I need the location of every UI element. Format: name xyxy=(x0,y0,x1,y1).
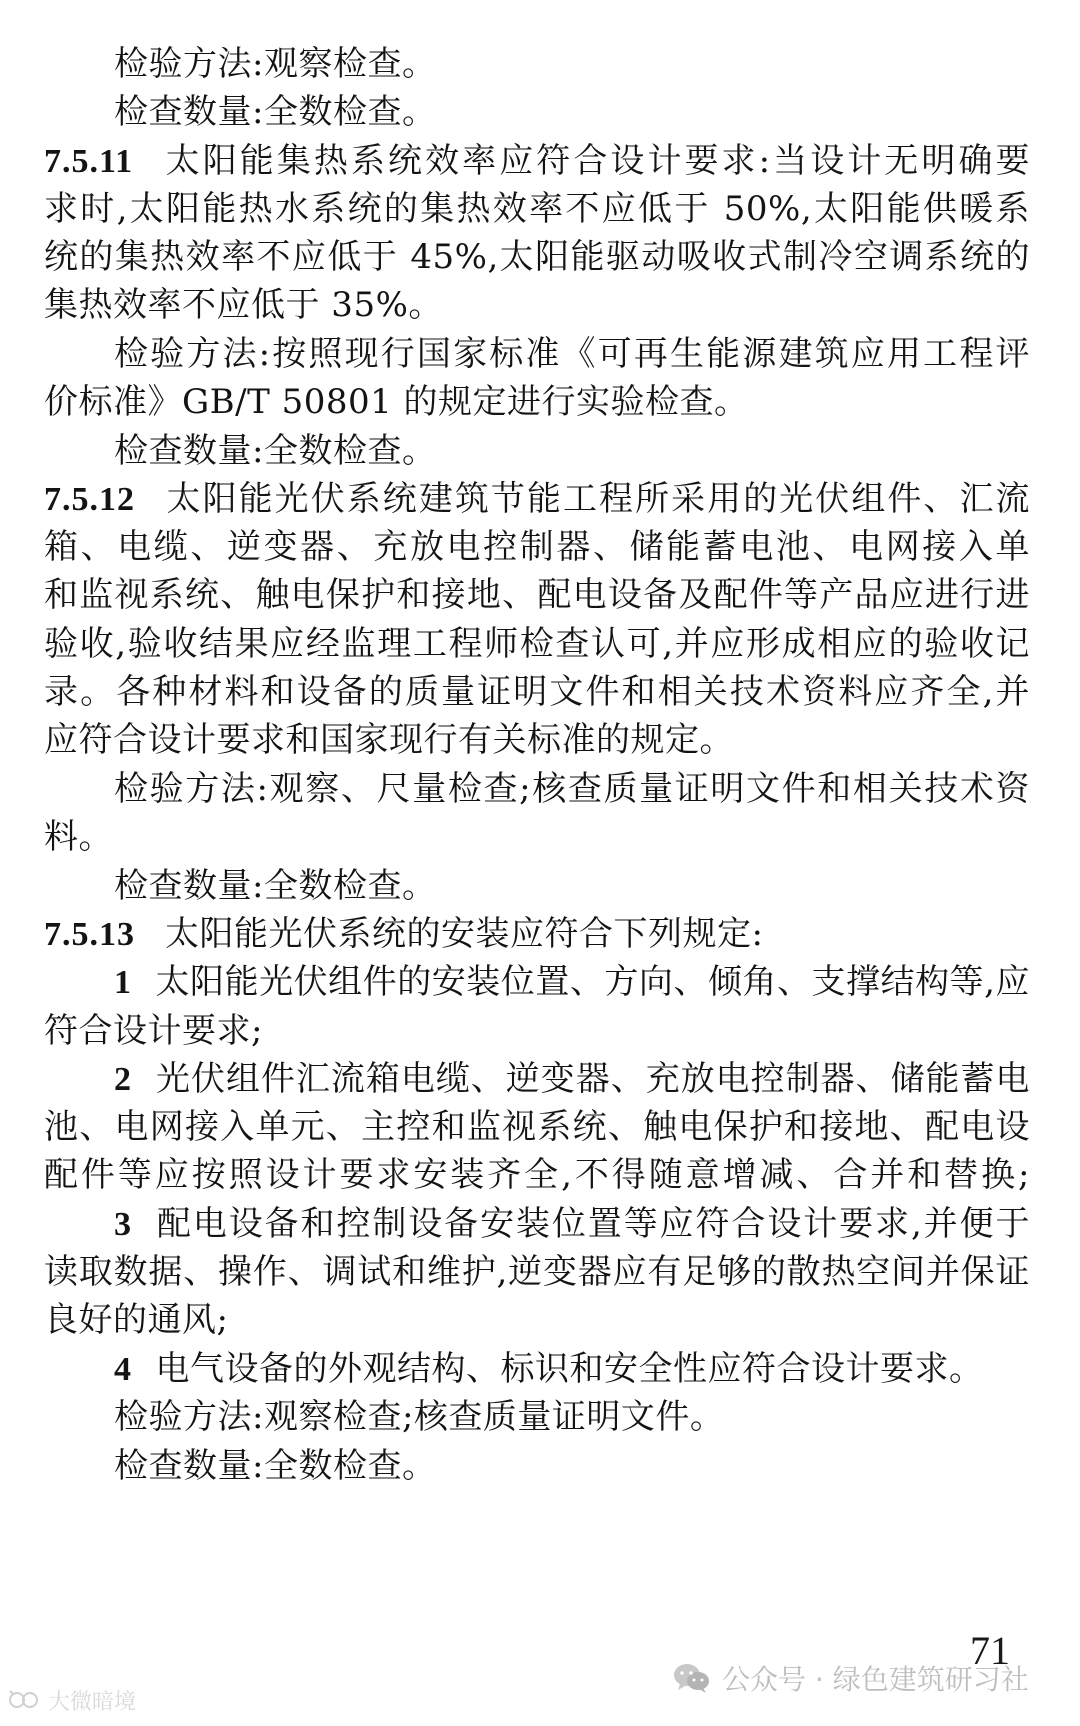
corner-watermark xyxy=(8,1682,136,1718)
text-line: 良好的通风; xyxy=(44,1300,229,1340)
text-line: 应符合设计要求和国家现行有关标准的规定。 xyxy=(44,720,734,760)
clause-7-5-12-line: 7.5.12 太阳能光伏系统建筑节能工程所采用的光伏组件、汇流 xyxy=(44,479,1030,519)
inspection-method-line: 检验方法:观察检查。 xyxy=(114,44,437,84)
inspection-quantity-line: 检查数量:全数检查。 xyxy=(114,92,437,132)
text-line: 符合设计要求; xyxy=(44,1011,263,1051)
list-item-1: 1 太阳能光伏组件的安装位置、方向、倾角、支撑结构等,应 xyxy=(114,962,1030,1002)
inspection-method-line: 检验方法:观察检查;核查质量证明文件。 xyxy=(114,1397,725,1437)
inspection-method-line: 检验方法:观察、尺量检查;核查质量证明文件和相关技术资 xyxy=(114,769,1030,809)
wechat-account-name: 公众号 · 绿色建筑研习社 xyxy=(722,1663,1029,1696)
inspection-quantity-line: 检查数量:全数检查。 xyxy=(114,1446,437,1486)
wechat-icon xyxy=(672,1661,712,1695)
item-number: 1 xyxy=(114,964,132,1001)
text-line: 料。 xyxy=(44,817,113,857)
text-line: 统的集热效率不应低于 45%,太阳能驱动吸收式制冷空调系统的 xyxy=(44,237,1030,277)
text-line: 录。各种材料和设备的质量证明文件和相关技术资料应齐全,并 xyxy=(44,672,1030,712)
clause-number: 7.5.12 xyxy=(44,481,135,518)
clause-7-5-11-line: 7.5.11 太阳能集热系统效率应符合设计要求:当设计无明确要 xyxy=(44,141,1030,181)
text-line: 集热效率不应低于 35%。 xyxy=(44,285,443,325)
item-number: 4 xyxy=(114,1351,132,1388)
page-number: 71 xyxy=(970,1628,1010,1673)
watermark-text: 大微暗境 xyxy=(48,1689,137,1715)
text-line: 验收,验收结果应经监理工程师检查认可,并应形成相应的验收记 xyxy=(44,624,1030,664)
inspection-quantity-line: 检查数量:全数检查。 xyxy=(114,866,437,906)
inspection-method-line: 检验方法:按照现行国家标准《可再生能源建筑应用工程评 xyxy=(114,334,1030,374)
wechat-watermark xyxy=(672,1653,1029,1703)
clause-number: 7.5.11 xyxy=(44,143,134,180)
list-item-2: 2 光伏组件汇流箱电缆、逆变器、充放电控制器、储能蓄电 xyxy=(114,1059,1030,1099)
text-line: 池、电网接入单元、主控和监视系统、触电保护和接地、配电设 xyxy=(44,1107,1030,1147)
text-line: 求时,太阳能热水系统的集热效率不应低于 50%,太阳能供暖系 xyxy=(44,189,1030,229)
text-line: 和监视系统、触电保护和接地、配电设备及配件等产品应进行进 xyxy=(44,575,1030,615)
text-line: 价标准》GB/T 50801 的规定进行实验检查。 xyxy=(44,382,749,422)
item-number: 3 xyxy=(114,1206,132,1243)
clause-number: 7.5.13 xyxy=(44,916,135,953)
list-item-3: 3 配电设备和控制设备安装位置等应符合设计要求,并便于 xyxy=(114,1204,1030,1244)
clause-7-5-13-line: 7.5.13 太阳能光伏系统的安装应符合下列规定: xyxy=(44,914,764,954)
inspection-quantity-line: 检查数量:全数检查。 xyxy=(114,431,437,471)
text-line: 配件等应按照设计要求安装齐全,不得随意增减、合并和替换; xyxy=(44,1155,1030,1195)
list-item-4: 4 电气设备的外观结构、标识和安全性应符合设计要求。 xyxy=(114,1349,984,1389)
text-line: 读取数据、操作、调试和维护,逆变器应有足够的散热空间并保证 xyxy=(44,1252,1030,1292)
watermark-logo-icon xyxy=(8,1687,42,1713)
item-number: 2 xyxy=(114,1061,132,1098)
text-line: 箱、电缆、逆变器、充放电控制器、储能蓄电池、电网接入单 xyxy=(44,527,1030,567)
